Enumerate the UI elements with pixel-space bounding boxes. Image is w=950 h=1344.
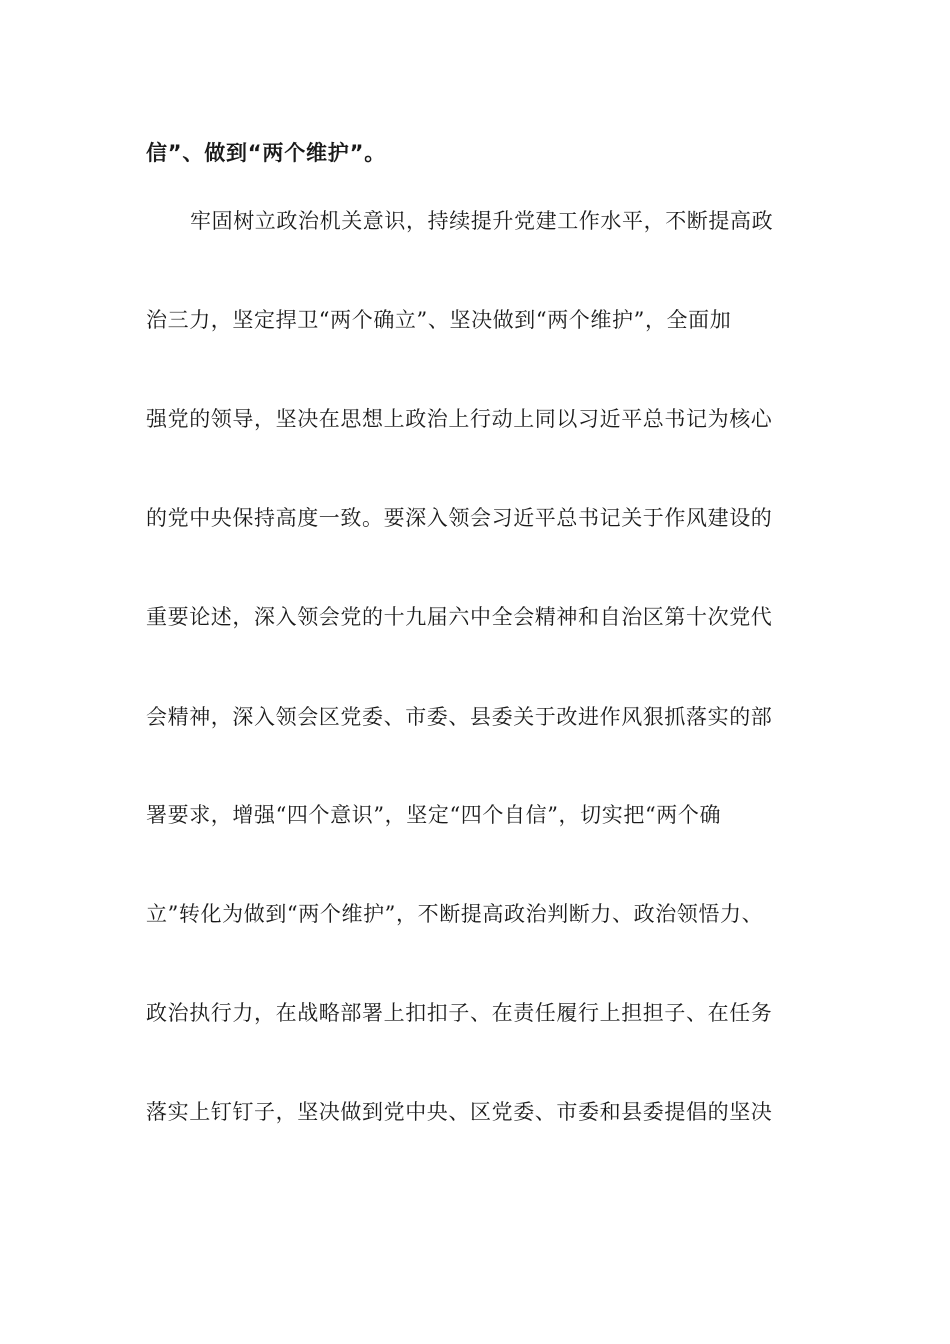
paragraph-line-1: 牢固树立政治机关意识，持续提升党建工作水平，不断提高政 bbox=[190, 209, 774, 233]
paragraph-line-7: 署要求，增强“四个意识”，坚定“四个自信”，切实把“两个确 bbox=[146, 803, 722, 827]
paragraph-line-10: 落实上钉钉子，坚决做到党中央、区党委、市委和县委提倡的坚决 bbox=[146, 1100, 773, 1124]
heading-line-continuation: 信”、做到“两个维护”。 bbox=[146, 141, 387, 165]
paragraph-line-5: 重要论述，深入领会党的十九届六中全会精神和自治区第十次党代 bbox=[146, 605, 773, 629]
paragraph-line-6: 会精神，深入领会区党委、市委、县委关于改进作风狠抓落实的部 bbox=[146, 705, 773, 729]
paragraph-line-9: 政治执行力，在战略部署上扣扣子、在责任履行上担担子、在任务 bbox=[146, 1001, 773, 1025]
paragraph-line-3: 强党的领导，坚决在思想上政治上行动上同以习近平总书记为核心 bbox=[146, 407, 773, 431]
paragraph-line-8: 立”转化为做到“两个维护”，不断提高政治判断力、政治领悟力、 bbox=[146, 902, 764, 926]
paragraph-line-2: 治三力，坚定捍卫“两个确立”、坚决做到“两个维护”，全面加 bbox=[146, 308, 732, 332]
paragraph-line-4: 的党中央保持高度一致。要深入领会习近平总书记关于作风建设的 bbox=[146, 506, 773, 530]
